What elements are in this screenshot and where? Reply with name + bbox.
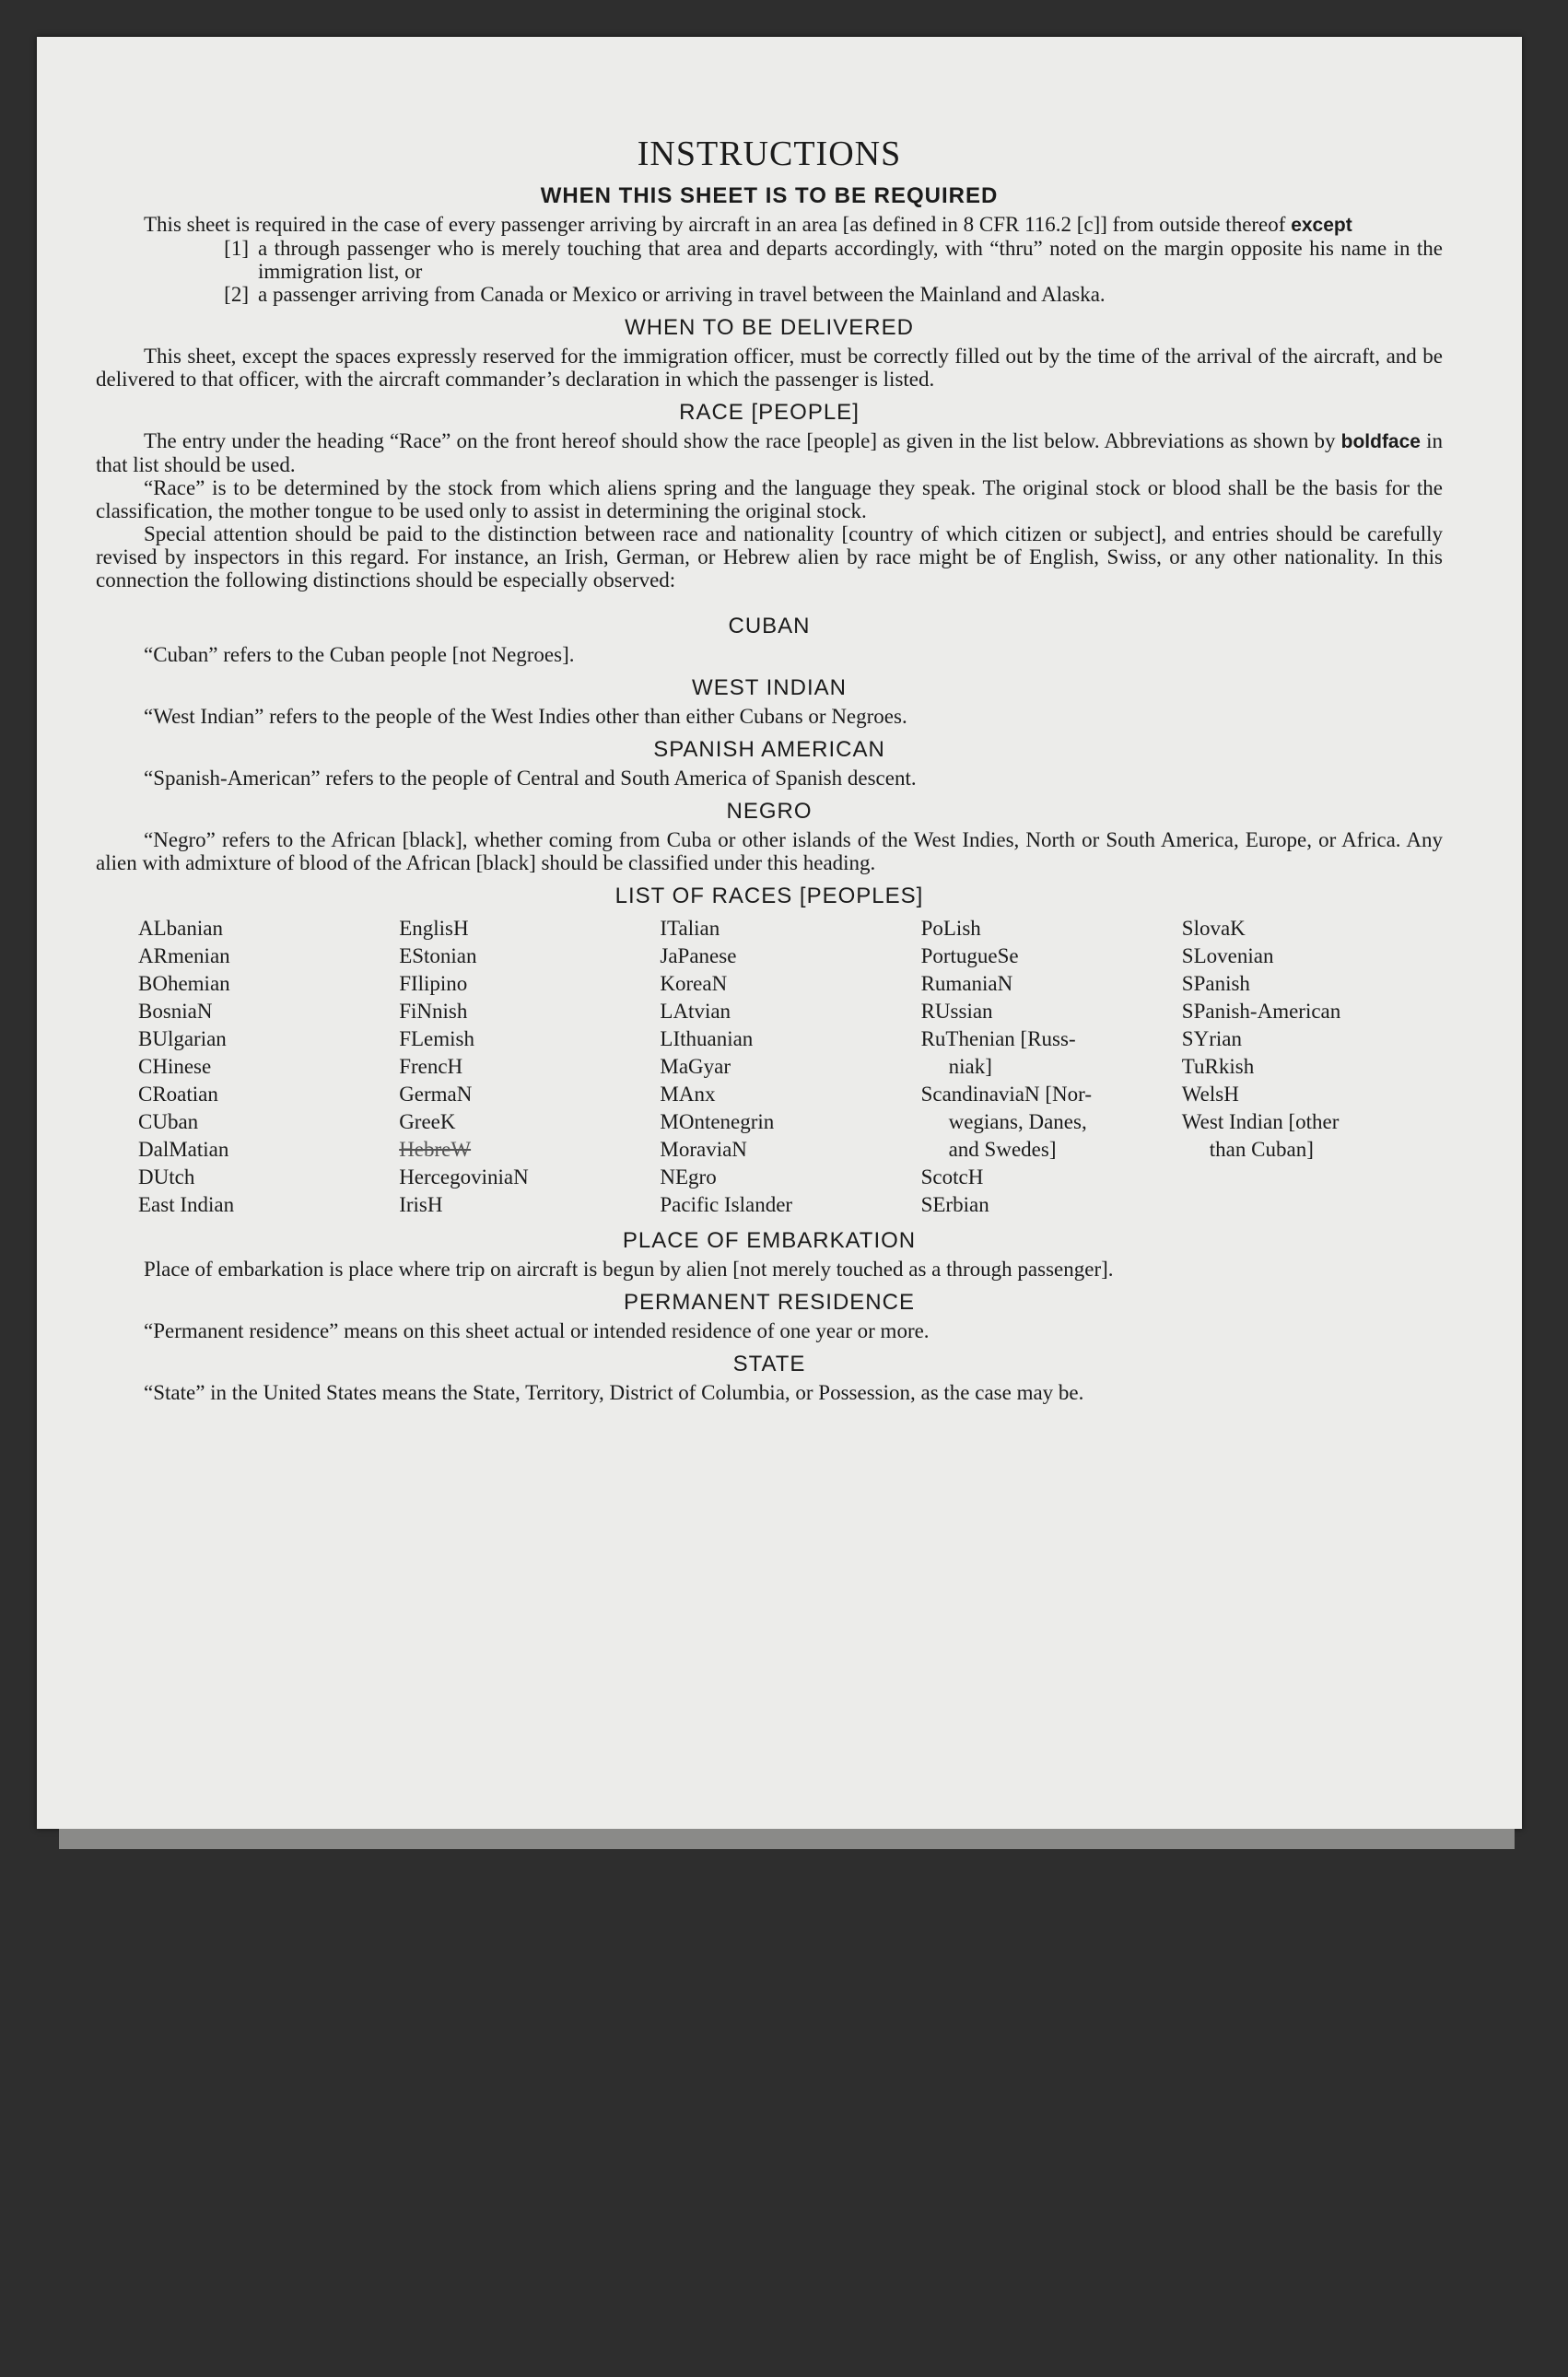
list-item: DalMatian	[138, 1138, 229, 1161]
list-item: PoLish	[920, 917, 981, 940]
list-item: MaGyar	[660, 1055, 731, 1078]
list-item: BUlgarian	[138, 1027, 227, 1050]
item-text: a passenger arriving from Canada or Mexico or arriving in travel between the Mainland and Alaska.	[258, 283, 1106, 306]
list-item: CRoatian	[138, 1083, 218, 1106]
delivered-text: This sheet, except the spaces expressly reserved for the immigration officer, must be correctly filled out by the time of the arrival of the aircraft, and be delivered to that officer, with the aircraft commander’s declaration in which the passenger is listed.	[96, 345, 1443, 391]
list-item: PortugueSe	[920, 944, 1019, 967]
list-item: SYrian	[1181, 1027, 1242, 1050]
residence-text: “Permanent residence” means on this sheet actual or intended residence of one year or more.	[144, 1319, 930, 1342]
state-text: “State” in the United States means the State, Territory, District of Columbia, or Possession, as the case may be.	[144, 1381, 1084, 1404]
list-item: IrisH	[399, 1193, 443, 1216]
list-item: FIlipino	[399, 972, 468, 995]
list-item: GreeK	[399, 1110, 456, 1133]
list-item: WelsH	[1181, 1083, 1239, 1106]
list-item-continued	[921, 1053, 1182, 1081]
list-item: HercegoviniaN	[399, 1165, 529, 1188]
item-number: [2]	[224, 283, 249, 306]
list-item: ALbanian	[138, 917, 223, 940]
list-item: RumaniaN	[920, 972, 1013, 995]
page-title: INSTRUCTIONS	[637, 135, 902, 173]
race-paragraph-1	[96, 429, 1443, 476]
required-intro	[96, 213, 1443, 237]
heading-when-required: WHEN THIS SHEET IS TO BE REQUIRED	[540, 183, 999, 208]
list-item: ScotcH	[920, 1165, 984, 1188]
cuban-text: “Cuban” refers to the Cuban people [not Negroes].	[144, 643, 575, 666]
list-item: ScandinaviaN [Nor-	[920, 1083, 1092, 1106]
list-item: MoraviaN	[660, 1138, 747, 1161]
heading-state: STATE	[732, 1352, 806, 1376]
races-column-1	[138, 915, 399, 1219]
list-item-struck: HebreW	[399, 1138, 472, 1161]
heading-negro: NEGRO	[726, 799, 813, 824]
races-column-2	[399, 915, 660, 1219]
continued-text: and Swedes]	[948, 1138, 1057, 1161]
list-item: TuRkish	[1181, 1055, 1255, 1078]
list-item: CUban	[138, 1110, 199, 1133]
list-item: EnglisH	[399, 917, 469, 940]
required-items	[96, 237, 1443, 306]
list-item: ARmenian	[138, 944, 230, 967]
list-item: KoreaN	[660, 972, 728, 995]
list-item: JaPanese	[660, 944, 737, 967]
required-except: except	[1291, 215, 1352, 236]
item-number: [1]	[224, 237, 249, 260]
list-item: ITalian	[660, 917, 720, 940]
list-item-continued	[921, 1136, 1182, 1164]
list-item: FLemish	[399, 1027, 474, 1050]
list-item: RUssian	[920, 1000, 993, 1023]
list-item: CHinese	[138, 1055, 212, 1078]
continued-text: niak]	[948, 1055, 992, 1078]
negro-text: “Negro” refers to the African [black], whether coming from Cuba or other islands of the West Indies, North or South America, Europe, or Africa. Any alien with admixture of blood of the African [black] should be classified under this heading.	[96, 828, 1443, 874]
race-p1-end: in that list should be used.	[96, 429, 1444, 476]
list-item: SLovenian	[1181, 944, 1274, 967]
list-item: SPanish	[1181, 972, 1250, 995]
races-list	[138, 915, 1443, 1219]
list-item: MOntenegrin	[660, 1110, 775, 1133]
item-text: a through passenger who is merely touching that area and departs accordingly, with “thru” noted on the margin opposite his name in the immigration list, or	[258, 237, 1443, 283]
races-column-3	[660, 915, 920, 1219]
west-indian-text: “West Indian” refers to the people of the West Indies other than either Cubans or Negroes.	[144, 705, 907, 728]
heading-place-of-embarkation: PLACE OF EMBARKATION	[622, 1228, 917, 1253]
list-item: GermaN	[399, 1083, 473, 1106]
required-intro-text: This sheet is required in the case of every passenger arriving by aircraft in an area [as defined in 8 CFR 116.2 [c]] from outside thereof	[144, 213, 1286, 236]
instructions-content	[96, 134, 1443, 1404]
heading-when-delivered: WHEN TO BE DELIVERED	[625, 315, 914, 340]
heading-spanish-american: SPANISH AMERICAN	[653, 737, 885, 762]
list-item-continued	[921, 1108, 1182, 1136]
list-item: Pacific Islander	[660, 1193, 793, 1216]
list-item: LIthuanian	[660, 1027, 754, 1050]
heading-cuban: CUBAN	[728, 614, 811, 638]
embarkation-text: Place of embarkation is place where trip on aircraft is begun by alien [not merely touched as a through passenger].	[144, 1258, 1114, 1281]
list-item	[96, 283, 1443, 306]
race-paragraph-3: Special attention should be paid to the distinction between race and nationality [country of which citizen or subject], and entries should be carefully revised by inspectors in this regard. For instance, an Irish, German, or Hebrew alien by race might be of English, Swiss, or any other nationality. In this connection the following distinctions should be especially observed:	[96, 522, 1443, 591]
list-item: MAnx	[660, 1083, 716, 1106]
list-item: SlovaK	[1181, 917, 1246, 940]
scan-edge-strip	[59, 1829, 1515, 1849]
continued-text: wegians, Danes,	[948, 1110, 1087, 1133]
list-item	[96, 237, 1443, 283]
heading-west-indian: WEST INDIAN	[692, 675, 847, 700]
list-item: DUtch	[138, 1165, 195, 1188]
list-item: SErbian	[920, 1193, 989, 1216]
list-item: BosniaN	[138, 1000, 213, 1023]
list-item: West Indian [other	[1181, 1110, 1340, 1133]
list-item: BOhemian	[138, 972, 230, 995]
heading-permanent-residence: PERMANENT RESIDENCE	[624, 1290, 915, 1315]
races-column-4	[921, 915, 1182, 1219]
list-item: SPanish-American	[1181, 1000, 1341, 1023]
list-item: LAtvian	[660, 1000, 731, 1023]
list-item: East Indian	[138, 1193, 235, 1216]
continued-text: than Cuban]	[1209, 1138, 1314, 1161]
races-column-5	[1182, 915, 1443, 1219]
race-p1-start: The entry under the heading “Race” on the front hereof should show the race [people] as given in the list below. Abbreviations as shown by	[144, 429, 1336, 452]
list-item: EStonian	[399, 944, 477, 967]
list-item-continued	[1182, 1136, 1443, 1164]
list-item: FrencH	[399, 1055, 463, 1078]
list-item: FiNnish	[399, 1000, 468, 1023]
race-p1-boldface: boldface	[1340, 431, 1421, 452]
list-item: RuThenian [Russ-	[920, 1027, 1076, 1050]
race-paragraph-2: “Race” is to be determined by the stock from which aliens spring and the language they speak. The original stock or blood shall be the basis for the classification, the mother tongue to be used only to assist in determining the original stock.	[96, 476, 1443, 522]
spanish-american-text: “Spanish-American” refers to the people of Central and South America of Spanish descent.	[144, 767, 917, 790]
heading-race: RACE [PEOPLE]	[679, 400, 860, 425]
list-item: NEgro	[660, 1165, 717, 1188]
heading-list-of-races: LIST OF RACES [PEOPLES]	[614, 884, 924, 908]
